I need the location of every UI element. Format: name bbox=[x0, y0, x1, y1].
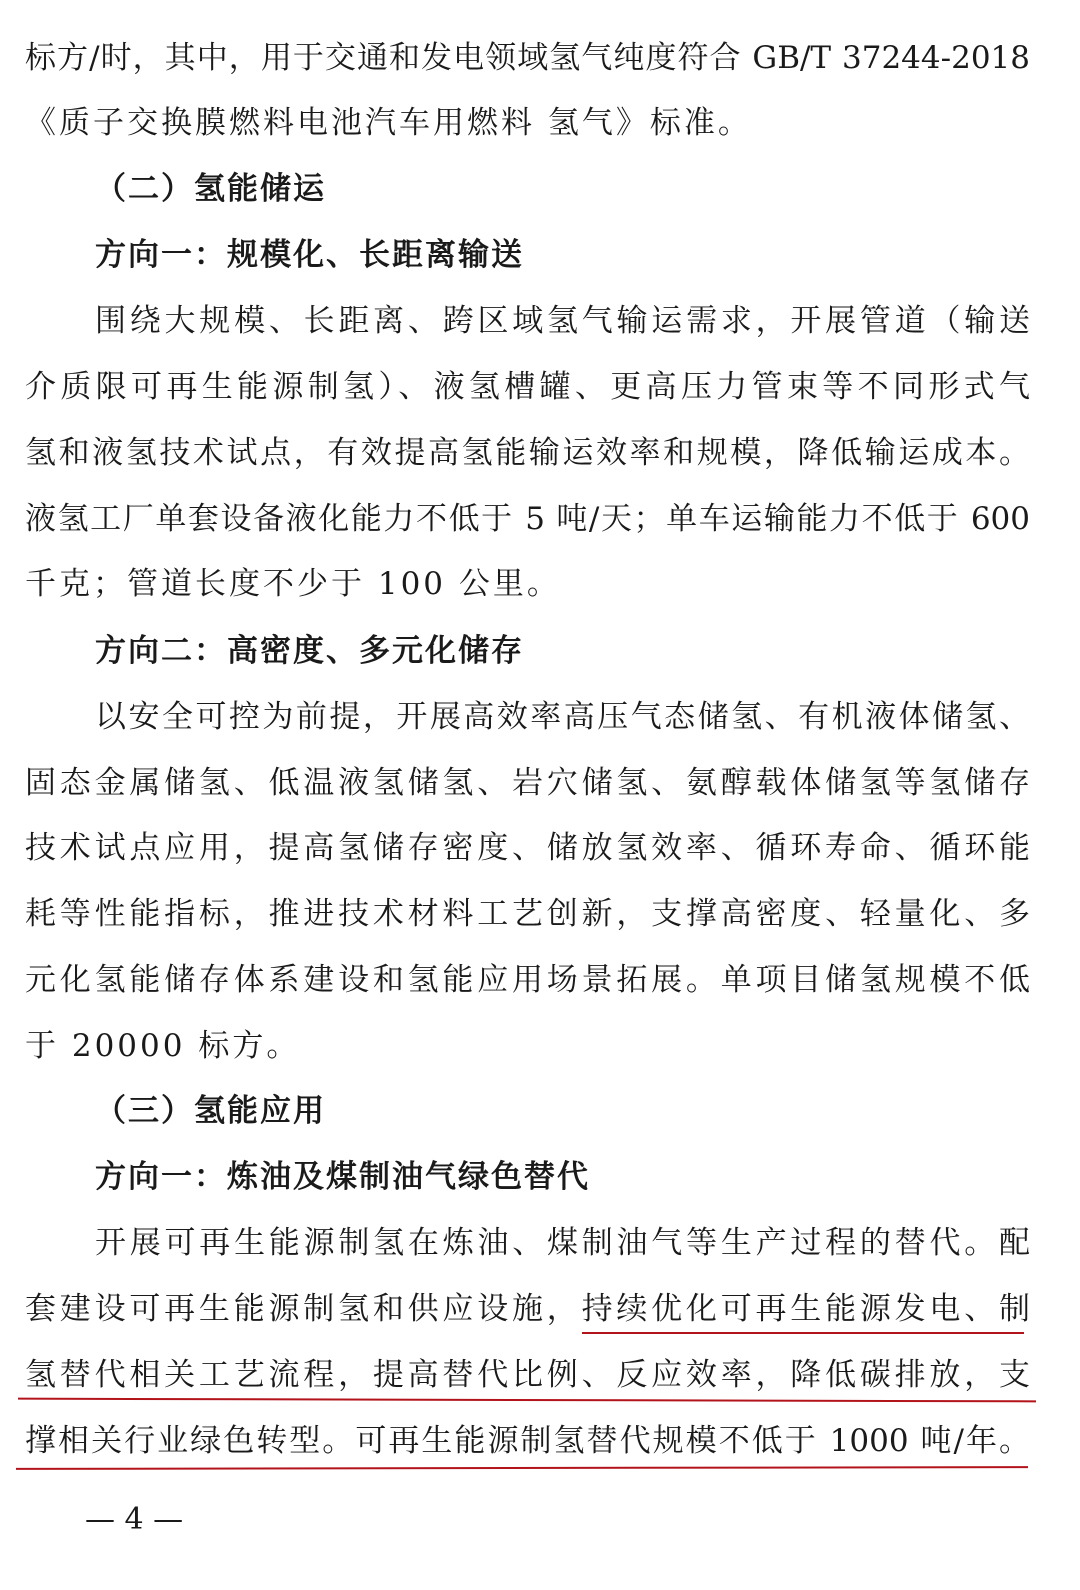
section-heading: （二）氢能储运 bbox=[95, 171, 326, 207]
paragraph-line: 撑相关行业绿色转型。可再生能源制氢替代规模不低于 1000 吨/年。 bbox=[25, 1423, 1030, 1459]
paragraph-line: 标方/时，其中，用于交通和发电领域氢气纯度符合 GB/T 37244-2018 bbox=[25, 40, 1030, 76]
paragraph-line: 套建设可再生能源制氢和供应设施，持续优化可再生能源发电、制 bbox=[25, 1291, 1030, 1327]
subsection-heading: 方向二：高密度、多元化储存 bbox=[95, 633, 524, 669]
paragraph-line: 于 20000 标方。 bbox=[25, 1028, 301, 1064]
paragraph-line: 耗等性能指标，推进技术材料工艺创新，支撑高密度、轻量化、多 bbox=[25, 896, 1030, 932]
paragraph-line: 液氢工厂单套设备液化能力不低于 5 吨/天；单车运输能力不低于 600 bbox=[25, 501, 1030, 537]
paragraph-line: 千克；管道长度不少于 100 公里。 bbox=[25, 566, 561, 602]
subsection-heading: 方向一：炼油及煤制油气绿色替代 bbox=[95, 1159, 590, 1195]
paragraph-line: 介质限可再生能源制氢）、液氢槽罐、更高压力管束等不同形式气 bbox=[25, 369, 1030, 405]
paragraph-line: 开展可再生能源制氢在炼油、煤制油气等生产过程的替代。配 bbox=[95, 1225, 1030, 1261]
paragraph-line: 固态金属储氢、低温液氢储氢、岩穴储氢、氨醇载体储氢等氢储存 bbox=[25, 765, 1030, 801]
paragraph-line: 《质子交换膜燃料电池汽车用燃料 氢气》标准。 bbox=[25, 105, 752, 141]
paragraph-line: 氢替代相关工艺流程，提高替代比例、反应效率，降低碳排放，支 bbox=[25, 1357, 1030, 1393]
page-number: — 4 — bbox=[85, 1502, 184, 1537]
paragraph-line: 元化氢能储存体系建设和氢能应用场景拓展。单项目储氢规模不低 bbox=[25, 962, 1030, 998]
paragraph-line: 氢和液氢技术试点，有效提高氢能输运效率和规模，降低输运成本。 bbox=[25, 435, 1030, 471]
paragraph-line: 围绕大规模、长距离、跨区域氢气输运需求，开展管道（输送 bbox=[95, 303, 1030, 339]
highlight-underline bbox=[582, 1332, 1024, 1334]
section-heading: （三）氢能应用 bbox=[95, 1093, 326, 1129]
subsection-heading: 方向一：规模化、长距离输送 bbox=[95, 237, 524, 273]
highlight-underline bbox=[16, 1466, 1028, 1470]
paragraph-line: 以安全可控为前提，开展高效率高压气态储氢、有机液体储氢、 bbox=[95, 699, 1030, 735]
paragraph-line: 技术试点应用，提高氢储存密度、储放氢效率、循环寿命、循环能 bbox=[25, 830, 1030, 866]
